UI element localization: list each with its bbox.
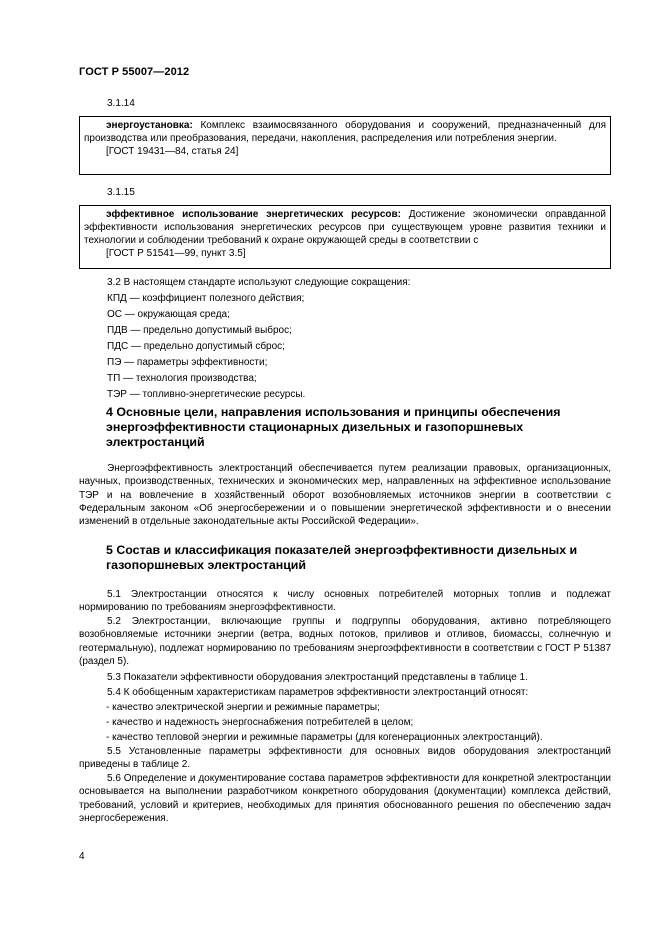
abbreviations-intro: 3.2 В настоящем стандарте используют следующие сокращения:: [107, 277, 411, 288]
abbreviation-item: ПДС — предельно допустимый сброс;: [107, 341, 285, 352]
list-item: - качество тепловой энергии и режимные параметры (для когенерационных электростанций).: [106, 732, 543, 743]
term-definition: [84, 208, 606, 247]
paragraph-5-6: 5.6 Определение и документирование состава параметров эффективности для конкретной электростанции основывается на выполнении разработчиком конкретного оборудования (документации) комплекса действий, требований, условий и критериев, необходимых для принятия обоснованного решения по обеспечению задач энергосбережения.: [79, 773, 611, 824]
term-text: Комплекс взаимосвязанного оборудования и сооружений, предназначенный для производства или преобразования, передачи, накопления, распределения или потребления энергии.: [84, 120, 606, 144]
section-5-heading: 5 Состав и классификация показателей энергоэффективности дизельных и газопоршневых электростанций: [106, 543, 578, 572]
list-item: - качество и надежность энергоснабжения потребителей в целом;: [106, 717, 414, 728]
section-4-paragraph: Энергоэффективность электростанций обеспечивается путем реализации правовых, организационных, научных, производственных, технических и экономических мер, направленных на эффективное использование ТЭР и на вовлечение в хозяйственный оборот возобновляемых источников энергии в соответствии с Федеральным законом «Об энергосбережении и о повышении энергетической эффективности и о внесении изменений в отдельные законодательные акты Российской Федерации».: [79, 463, 611, 528]
page-number: 4: [79, 851, 85, 862]
term-box-3-1-14: [79, 116, 611, 175]
clause-number-3-1-14: 3.1.14: [107, 98, 135, 109]
term-definition: [84, 119, 606, 145]
abbreviation-item: ТЭР — топливно-энергетические ресурсы.: [107, 389, 306, 400]
paragraph-5-5: 5.5 Установленные параметры эффективности для основных видов оборудования электростанций приведены в таблице 2.: [79, 746, 611, 771]
term-text: Достижение экономически оправданной эффективности использования энергетических ресурсов при существующем уровне развития техники и технологии и соблюдении требований к охране окружающей среды в соответствии с: [84, 209, 606, 246]
paragraph-5-1: 5.1 Электростанции относятся к числу основных потребителей моторных топлив и подлежат нормированию по требованиям энергоэффективности.: [79, 589, 611, 614]
paragraph-5-4: 5.4 К обобщенным характеристикам параметров эффективности электростанций относят:: [107, 687, 529, 698]
abbreviation-item: ПДВ — предельно допустимый выброс;: [107, 325, 292, 336]
document-header: ГОСТ Р 55007—2012: [79, 66, 190, 78]
term-name: эффективное использование энергетических ресурсов:: [106, 209, 401, 220]
paragraph-5-2: 5.2 Электростанции, включающие группы и подгруппы оборудования, активно потребляющего возобновляемые источники энергии (ветра, водных потоков, приливов и отливов, биомассы, солнечную и геотермальную), подлежат нормированию по требованиям энергоэффективности в соответствии с ГОСТ Р 51387 (раздел 5).: [79, 616, 611, 667]
term-source: [ГОСТ 19431—84, статья 24]: [106, 146, 239, 157]
term-box-3-1-15: [79, 205, 611, 269]
term-name: энергоустановка:: [106, 120, 193, 131]
term-source: [ГОСТ Р 51541—99, пункт 3.5]: [106, 248, 246, 259]
abbreviation-item: ОС — окружающая среда;: [107, 309, 230, 320]
paragraph-5-3: 5.3 Показатели эффективности оборудования электростанций представлены в таблице 1.: [107, 672, 528, 683]
abbreviation-item: ТП — технология производства;: [107, 373, 257, 384]
list-item: - качество электрической энергии и режимные параметры;: [106, 702, 380, 713]
abbreviation-item: ПЭ — параметры эффективности;: [107, 357, 268, 368]
abbreviation-item: КПД — коэффициент полезного действия;: [107, 293, 305, 304]
clause-number-3-1-15: 3.1.15: [107, 187, 135, 198]
section-4-heading: 4 Основные цели, направления использования и принципы обеспечения энергоэффективности стационарных дизельных и газопоршневых электростанций: [106, 405, 561, 449]
